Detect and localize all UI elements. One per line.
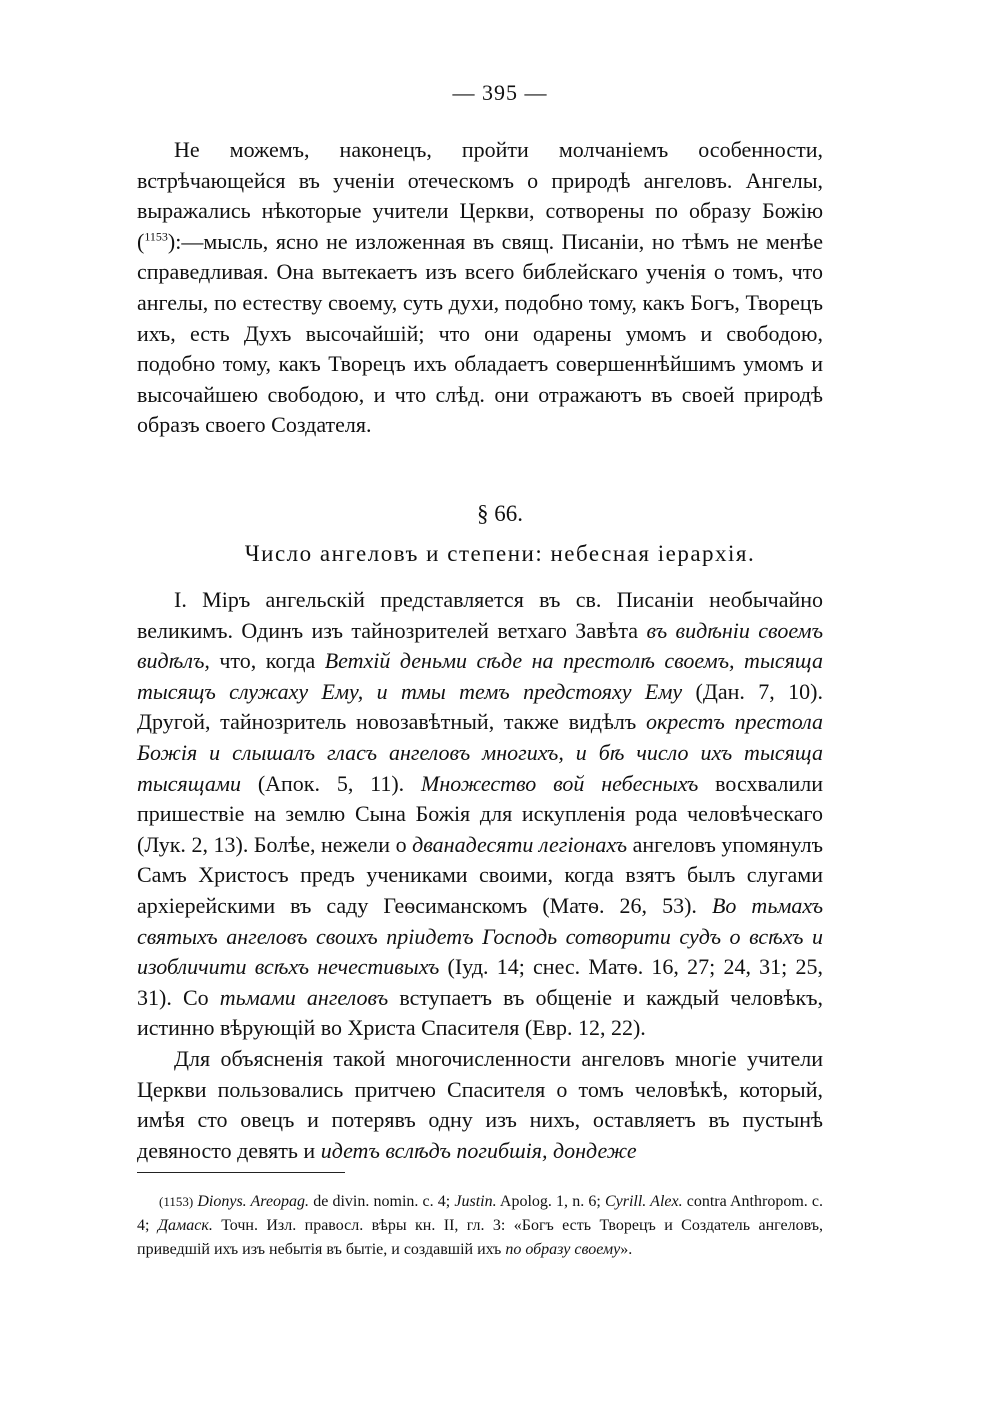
footnote-divider bbox=[137, 1172, 345, 1173]
text-run: (Апок. 5, 11). bbox=[240, 770, 422, 796]
text-run: Для объясненія такой многочисленности ангеловъ многіе учители Церкви пользовались притчею Спасителя о томъ человѣкѣ, который, имѣя сто овецъ и потерявъ одну изъ нихъ, оставляетъ въ пустынѣ девяносто девять и bbox=[137, 1045, 823, 1163]
citation-text: de divin. nomin. c. 4; bbox=[309, 1193, 455, 1210]
scripture-quote: Во тьмахъ святыхъ ангеловъ своихъ пріидетъ Господь сотворити судъ о всѣхъ и изобличити всѣхъ нечестивыхъ bbox=[137, 892, 824, 980]
section-body bbox=[137, 585, 823, 1166]
section-number: § 66. bbox=[477, 501, 523, 526]
section-title: Число ангеловъ и степени: небесная іерархія. bbox=[244, 541, 756, 566]
text-run: вступаетъ въ общеніе и каждый человѣкъ, истинно вѣрующій во Христа Спасителя (Евр. 12, 22). bbox=[137, 984, 824, 1041]
text-run: ангеловъ упомянулъ Самъ Христосъ предъ учениками своими, когда взятъ былъ слугами архіерейскими въ саду Геѳсиманскомъ (Матѳ. 26, 53). bbox=[137, 831, 823, 918]
para1-text-after: ):—мысль, ясно не изложенная въ свящ. Писаніи, но тѣмъ не менѣе справедливая. Она вытекаетъ изъ всего библейскаго ученія о томъ, что ангелы, по естеству своему, суть духи, подобно тому, какъ Богъ, Творецъ ихъ, есть Духъ высочайшій; что они одарены умомъ и свободою, подобно тому, какъ Творецъ ихъ обладаетъ совершеннѣйшимъ умомъ и высочайшею свободою, и что слѣд. они отражаютъ въ своей природѣ образъ своего Создателя. bbox=[137, 228, 823, 438]
paragraph-angels-image bbox=[137, 135, 823, 441]
text-run: восхвалили пришествіе на землю Сына Божія для искупленія рода человѣческаго (Лук. 2, 13). Болѣе, нежели о bbox=[137, 770, 823, 857]
citation-quote: по образу своему bbox=[505, 1241, 621, 1258]
page-number: — 395 — bbox=[452, 80, 548, 105]
scripture-quote: Множество вой небесныхъ bbox=[421, 770, 699, 796]
citation-text: ». bbox=[620, 1241, 633, 1258]
footnote-marker: (1153) bbox=[159, 1194, 194, 1209]
citation-author: Dionys. Areopag. bbox=[197, 1193, 310, 1210]
scripture-quote: тьмами ангеловъ bbox=[219, 984, 389, 1010]
text-run: (Іуд. 14; снес. Матѳ. 16, 27; 24, 31; 25, 31). Со bbox=[137, 954, 823, 1010]
scripture-quote: идетъ вслѣдъ погибшія, дондеже bbox=[320, 1137, 637, 1163]
footnote-1153 bbox=[137, 1190, 823, 1262]
citation-author: Justin. bbox=[454, 1193, 497, 1210]
para1-text-before: Не можемъ, наконецъ, пройти молчаніемъ особенности, встрѣчающейся въ ученіи отеческомъ о природѣ ангеловъ. Ангелы, выражались нѣкоторые учители Церкви, сотворены по образу Божію ( bbox=[137, 137, 823, 254]
text-run: I. Міръ ангельскій представляется въ св. Писаніи необычайно великимъ. Одинъ изъ тайнозрителей ветхаго Завѣта bbox=[137, 587, 823, 643]
citation-text: contra Anthropom. c. 4; bbox=[137, 1193, 824, 1234]
citation-author: Cyrill. Alex. bbox=[604, 1193, 683, 1210]
text-run: что, когда bbox=[209, 648, 325, 674]
scripture-quote: Ветхій деньми сѣде на престолѣ своемъ, тысяща тысящъ служаху Ему, и тмы темъ предстояху Ему bbox=[137, 648, 823, 704]
citation-text: Точн. Изл. правосл. вѣры кн. II, гл. 3: «Богъ есть Творецъ и Создатель ангеловъ, приведшій ихъ изъ небытія въ бытіе, и создавшій ихъ bbox=[137, 1217, 823, 1258]
text-run: (Дан. 7, 10). Другой, тайнозритель новозавѣтный, также видѣлъ bbox=[137, 678, 823, 735]
scripture-quote: дванадесяти легіонахъ bbox=[412, 831, 628, 857]
scripture-quote: въ видѣніи своемъ видѣлъ, bbox=[137, 617, 823, 674]
footnote-reference[interactable]: 1153 bbox=[144, 229, 168, 244]
section-heading bbox=[0, 497, 1000, 571]
paragraph-parable bbox=[137, 1044, 823, 1166]
paragraph-angel-world bbox=[137, 585, 823, 1044]
citation-author: Дамаск. bbox=[157, 1217, 213, 1234]
citation-text: Apolog. 1, n. 6; bbox=[496, 1193, 605, 1210]
scripture-quote: окрестъ престола Божія и слышалъ гласъ ангеловъ многихъ, и бѣ число ихъ тысяща тысящами bbox=[137, 709, 824, 796]
